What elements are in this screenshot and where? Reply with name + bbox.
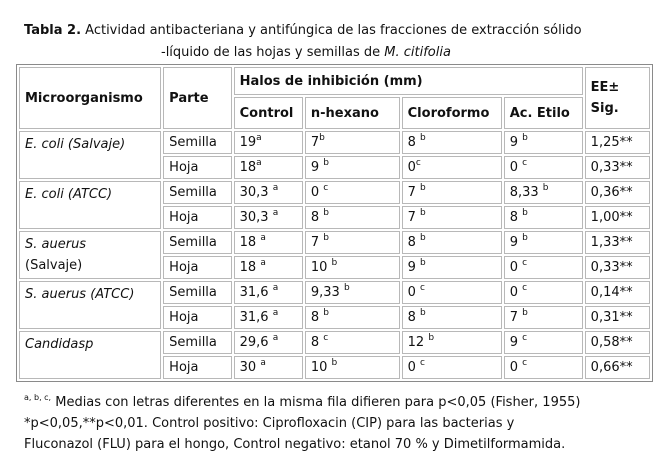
chloroform-cell: 8 $^b$ [402,231,502,254]
table-caption [24,20,644,64]
part-cell: Semilla [163,331,231,354]
organism-cell: E. coli (Salvaje) [19,131,161,179]
ethyl-cell: 9 $^b$ [504,131,583,154]
hexane-cell: 7 $^b$ [305,231,400,254]
part-cell: Hoja [163,156,231,179]
ee-cell: 0,36** [585,181,650,204]
control-cell: 18 $^a$ [234,256,303,279]
hexane-cell: 7$^b$ [305,131,400,154]
ethyl-cell: 8,33 $^b$ [504,181,583,204]
caption-species: M. citifolia [384,45,451,60]
chloroform-cell: 12 $^b$ [402,331,502,354]
ee-cell: 0,14** [585,281,650,304]
table-footnote [24,392,654,455]
organism-cell: Candidasp [19,331,161,379]
part-cell: Hoja [163,306,231,329]
hexane-cell: 10 $^b$ [305,356,400,379]
control-cell: 18$^a$ [234,156,303,179]
header-control: Control [234,97,303,129]
caption-text-line2: -líquido de las hojas y semillas de [161,45,385,60]
part-cell: Semilla [163,231,231,254]
caption-label: Tabla 2. [24,23,82,38]
table-row [19,281,650,304]
hexane-cell: 8 $^c$ [305,331,400,354]
hexane-cell: 9 $^b$ [305,156,400,179]
part-cell: Hoja [163,256,231,279]
header-row-1 [19,67,650,95]
ethyl-cell: 0 $^c$ [504,156,583,179]
ee-cell: 0,33** [585,156,650,179]
part-cell: Hoja [163,356,231,379]
hexane-cell: 0 $^c$ [305,181,400,204]
ee-cell: 0,33** [585,256,650,279]
hexane-cell: 8 $^b$ [305,206,400,229]
ee-cell: 1,25** [585,131,650,154]
ee-cell: 0,31** [585,306,650,329]
table-row [19,331,650,354]
ethyl-cell: 8 $^b$ [504,206,583,229]
hexane-cell: 8 $^b$ [305,306,400,329]
ee-cell: 0,66** [585,356,650,379]
control-cell: 19$^a$ [234,131,303,154]
ethyl-cell: 0 $^c$ [504,281,583,304]
table-row [19,131,650,154]
chloroform-cell: 9 $^b$ [402,256,502,279]
ee-cell: 1,33** [585,231,650,254]
chloroform-cell: 8 $^b$ [402,131,502,154]
header-chloroform: Cloroformo [402,97,502,129]
organism-cell: E. coli (ATCC) [19,181,161,229]
ethyl-cell: 9 $^c$ [504,331,583,354]
chloroform-cell: 8 $^b$ [402,306,502,329]
part-cell: Semilla [163,181,231,204]
organism-cell: S. auerus (Salvaje) [19,231,161,279]
header-ee-line2: Sig. [590,101,619,116]
caption-line2 [24,42,644,64]
hexane-cell: 10 $^b$ [305,256,400,279]
control-cell: 30 $^a$ [234,356,303,379]
footnote-marks: a, b, c, [24,392,52,402]
part-cell: Semilla [163,281,231,304]
control-cell: 29,6 $^a$ [234,331,303,354]
part-cell: Hoja [163,206,231,229]
chloroform-cell: 7 $^b$ [402,206,502,229]
table-row [19,231,650,254]
control-cell: 31,6 $^a$ [234,281,303,304]
footnote-line3: Fluconazol (FLU) para el hongo, Control negativo: etanol 70 % y Dimetilformamida. [24,437,566,452]
control-cell: 30,3 $^a$ [234,206,303,229]
ee-cell: 0,58** [585,331,650,354]
hexane-cell: 9,33 $^b$ [305,281,400,304]
organism-cell: S. auerus (ATCC) [19,281,161,329]
control-cell: 30,3 $^a$ [234,181,303,204]
header-ee-line1: EE± [590,80,620,95]
header-ethyl: Ac. Etilo [504,97,583,129]
chloroform-cell: 0 $^c$ [402,281,502,304]
chloroform-cell: 0$^c$ [402,156,502,179]
footnote-line2: *p<0,05,**p<0,01. Control positivo: Ciprofloxacin (CIP) para las bacterias y [24,416,515,431]
footnote-line1: Medias con letras diferentes en la misma fila difieren para p<0,05 (Fisher, 1955) [51,395,581,410]
header-part: Parte [163,67,231,129]
header-hexane: n-hexano [305,97,400,129]
ethyl-cell: 0 $^c$ [504,356,583,379]
ethyl-cell: 9 $^b$ [504,231,583,254]
header-group: Halos de inhibición (mm) [234,67,583,95]
control-cell: 18 $^a$ [234,231,303,254]
table-row [19,181,650,204]
ethyl-cell: 0 $^c$ [504,256,583,279]
control-cell: 31,6 $^a$ [234,306,303,329]
chloroform-cell: 0 $^c$ [402,356,502,379]
results-table [16,64,653,382]
header-ee [585,67,650,129]
header-organism: Microorganismo [19,67,161,129]
part-cell: Semilla [163,131,231,154]
chloroform-cell: 7 $^b$ [402,181,502,204]
ethyl-cell: 7 $^b$ [504,306,583,329]
ee-cell: 1,00** [585,206,650,229]
caption-text-line1: Actividad antibacteriana y antifúngica de las fracciones de extracción sólido [85,23,582,38]
